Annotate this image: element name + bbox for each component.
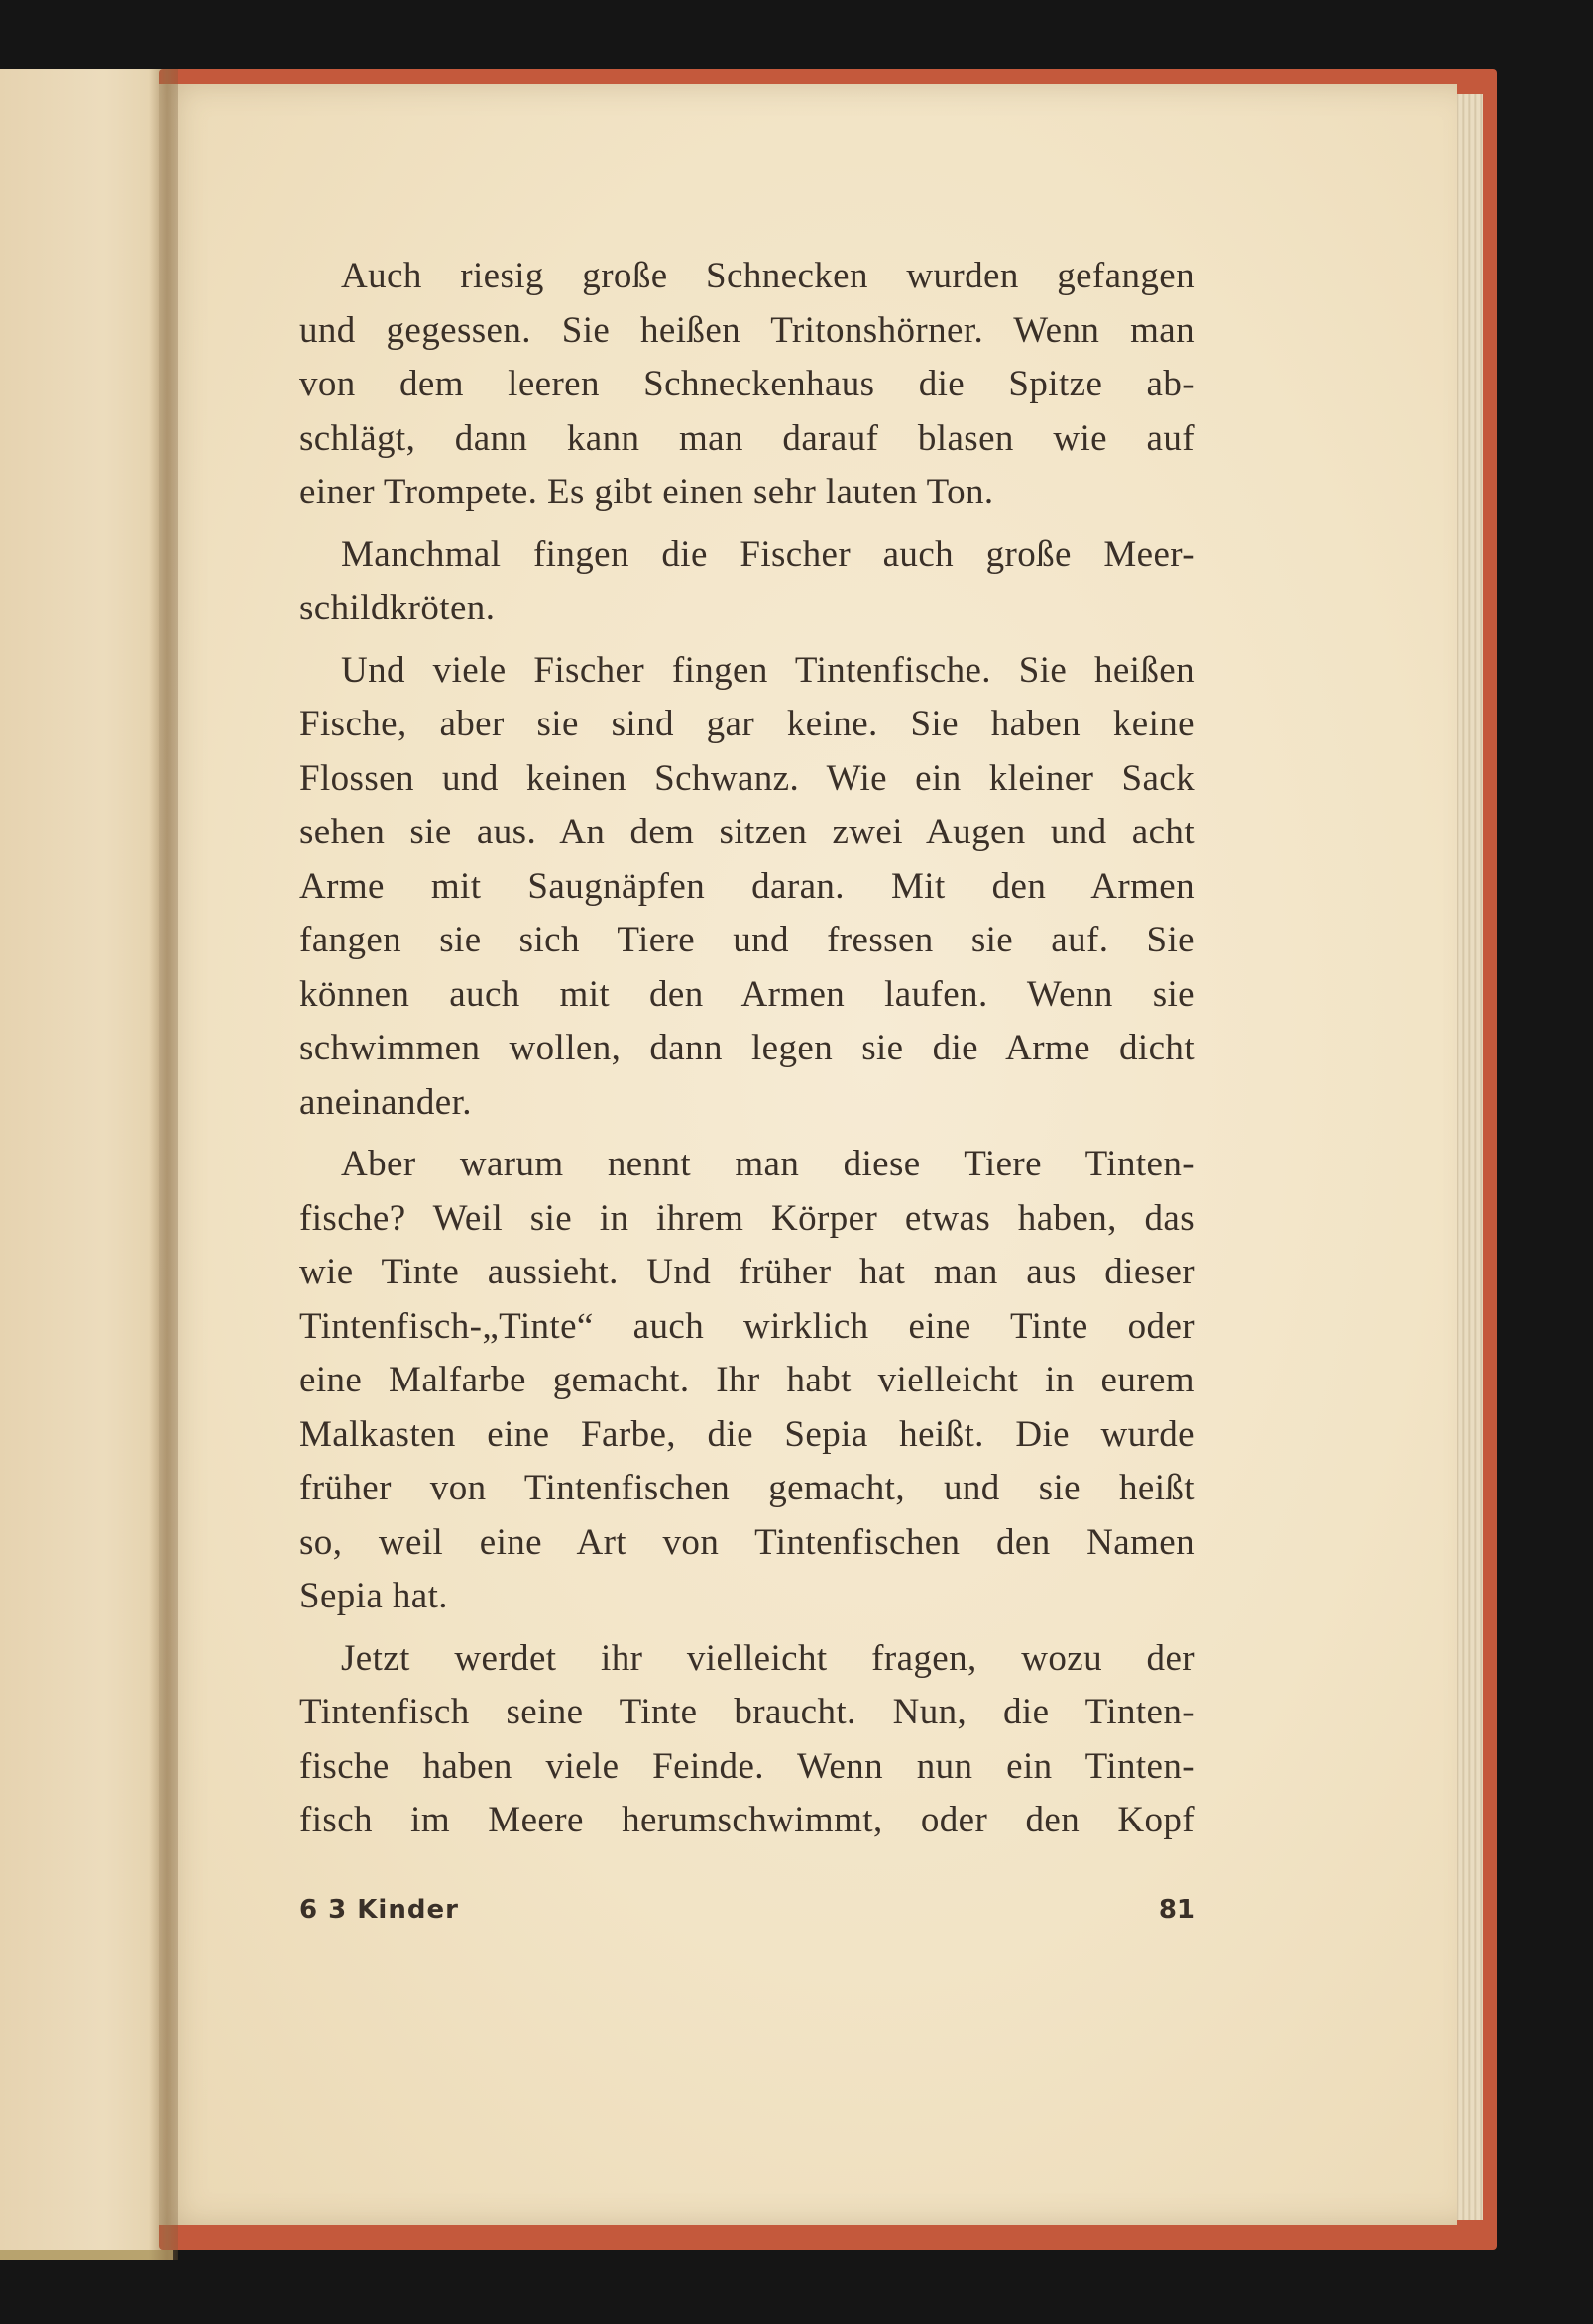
text-line: sehen sie aus. An dem sitzen zwei Augen und acht xyxy=(299,812,1195,852)
text-line: schwimmen wollen, dann legen sie die Arme dicht xyxy=(299,1028,1195,1068)
text-line: von dem leeren Schneckenhaus die Spitze ab- xyxy=(299,364,1195,404)
text-line: fisch im Meere herumschwimmt, oder den Kopf xyxy=(299,1800,1195,1840)
book-gutter xyxy=(149,69,178,2260)
facing-page xyxy=(0,69,173,2260)
paragraph xyxy=(299,1632,1195,1848)
text-line: Fische, aber sie sind gar keine. Sie haben keine xyxy=(299,704,1195,744)
text-line: so, weil eine Art von Tintenfischen den Namen xyxy=(299,1521,1195,1563)
signature-mark: 6 3 Kinder xyxy=(299,1895,459,1925)
text-line: Tintenfisch-„Tinte“ auch wirklich eine Tinte oder xyxy=(299,1305,1195,1347)
text-line: schildkröten. xyxy=(299,588,496,628)
text-line: Malkasten eine Farbe, die Sepia heißt. Die wurde xyxy=(299,1413,1195,1455)
page-text xyxy=(299,250,1195,1856)
paragraph xyxy=(299,528,1195,636)
text-line: Jetzt werdet ihr vielleicht fragen, wozu der xyxy=(341,1637,1195,1679)
paragraph xyxy=(299,644,1195,1131)
text-line: schlägt, dann kann man darauf blasen wie auf xyxy=(299,417,1195,459)
paragraph xyxy=(299,250,1195,520)
text-line: fische? Weil sie in ihrem Körper etwas haben, das xyxy=(299,1197,1195,1239)
text-line: fangen sie sich Tiere und fressen sie auf. Sie xyxy=(299,920,1195,960)
paragraph xyxy=(299,1138,1195,1624)
text-line: eine Malfarbe gemacht. Ihr habt vielleicht in eurem xyxy=(299,1360,1195,1400)
text-line: können auch mit den Armen laufen. Wenn sie xyxy=(299,973,1195,1015)
text-line: Auch riesig große Schnecken wurden gefangen xyxy=(341,256,1195,296)
text-line: aneinander. xyxy=(299,1081,472,1123)
text-line: einer Trompete. Es gibt einen sehr lauten Ton. xyxy=(299,472,994,512)
text-line: und gegessen. Sie heißen Tritonshörner. Wenn man xyxy=(299,309,1195,351)
text-line: Tintenfisch seine Tinte braucht. Nun, die Tinten- xyxy=(299,1692,1195,1732)
text-line: früher von Tintenfischen gemacht, und sie heißt xyxy=(299,1468,1195,1508)
text-line: Flossen und keinen Schwanz. Wie ein kleiner Sack xyxy=(299,757,1195,799)
text-line: fische haben viele Feinde. Wenn nun ein Tinten- xyxy=(299,1745,1195,1787)
text-line: Manchmal fingen die Fischer auch große Meer- xyxy=(341,533,1195,575)
page-number: 81 xyxy=(1158,1895,1195,1925)
text-line: Aber warum nennt man diese Tiere Tinten- xyxy=(341,1144,1195,1184)
text-line: Sepia hat. xyxy=(299,1576,448,1616)
text-line: wie Tinte aussieht. Und früher hat man aus dieser xyxy=(299,1252,1195,1292)
text-line: Und viele Fischer fingen Tintenfische. Sie heißen xyxy=(341,649,1195,691)
page-footer xyxy=(299,1895,1195,1935)
text-line: Arme mit Saugnäpfen daran. Mit den Armen xyxy=(299,865,1195,907)
